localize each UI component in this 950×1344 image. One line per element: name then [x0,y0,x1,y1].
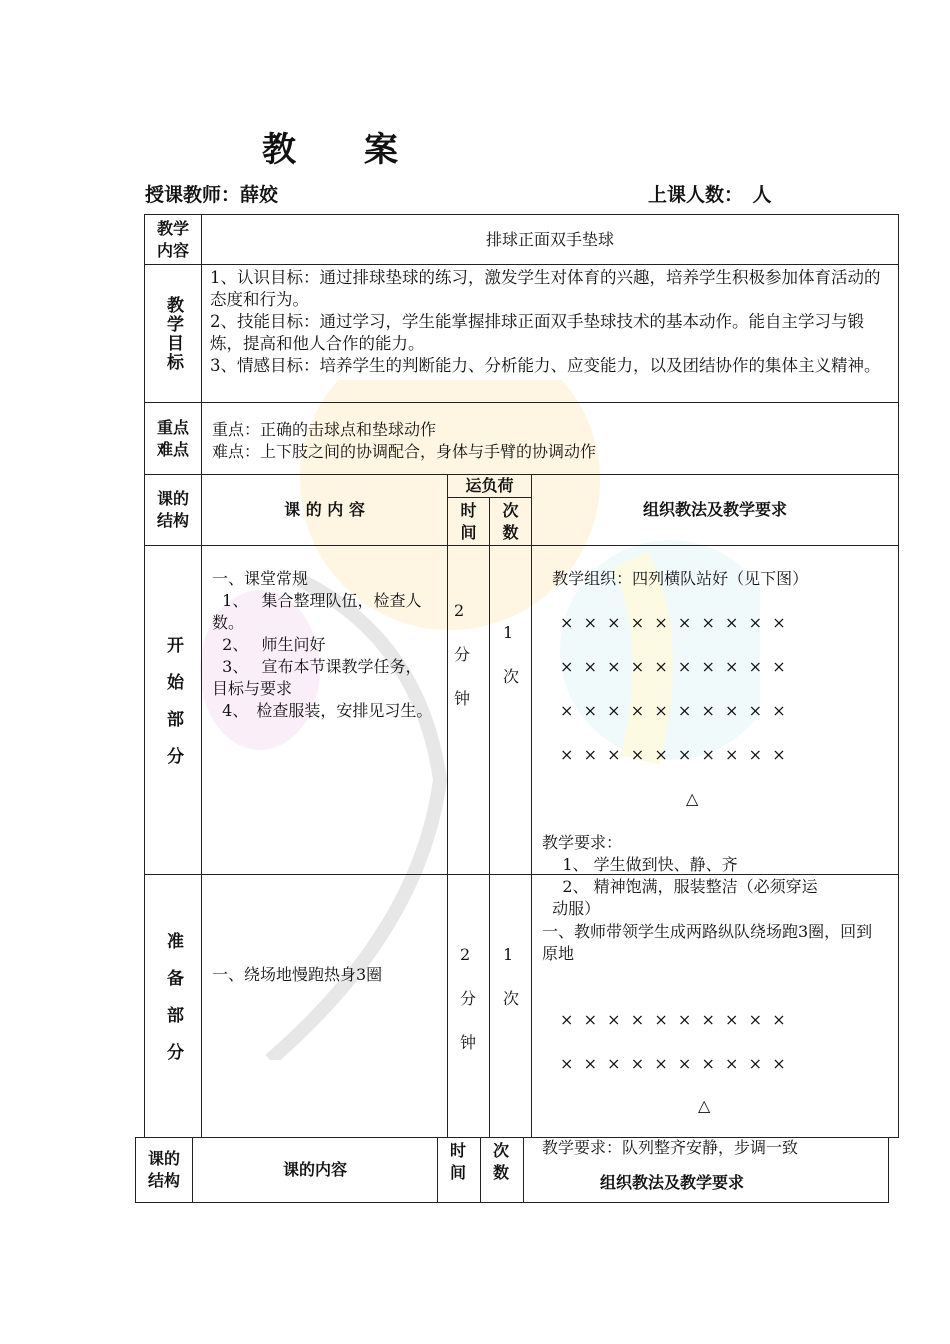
content-header-2: 课的内容 [192,1137,438,1203]
section-name: 准备部分 [163,932,183,1080]
goal-item: 1、认识目标：通过排球垫球的练习，激发学生对体育的兴趣，培养学生积极参加体育活动的态度和行为。 [210,268,881,309]
formation-row: × × × × × × × × × × [560,613,786,632]
organization-text: 一、教师带领学生成两路纵队绕场跑3圈，回到原地 [542,922,873,963]
method-header-2: 组织教法及教学要求 [523,1137,889,1203]
time-header: 时间 [447,497,490,546]
method-header: 组织教法及教学要求 [531,474,899,546]
content-value: 排球正面双手垫球 [201,214,899,265]
student-count-label: 上课人数： 人 [648,184,772,206]
content-header: 课 的 内 容 [201,474,448,546]
structure-header: 课的结构 [144,474,202,546]
time-header-2: 时间 [437,1137,481,1203]
goal-item: 3、情感目标：培养学生的判断能力、分析能力、应变能力，以及团结协作的集体主义精神。 [210,356,881,375]
requirements-text: 教学要求： 1、 学生做到快、静、齐 2、 精神饱满，服装整洁（必须穿运 动服） [542,833,818,918]
keypoints-label: 重点难点 [144,402,202,475]
goal-item: 2、技能目标：通过学习，学生能掌握排球正面双手垫球技术的基本动作。能自主学习与锻炼，提高和他人合作的能力。 [210,312,864,353]
section-time: 2分钟 [454,601,471,708]
count-header: 次数 [489,497,532,546]
formation-row: × × × × × × × × × × [560,1010,786,1029]
section-count: 1次 [503,623,520,686]
count-header-2: 次数 [480,1137,524,1203]
goals-list [201,264,899,403]
section-content: 一、绕场地慢跑热身3圈 [201,874,448,1138]
formation-diagram [542,965,888,1137]
organization-text: 教学组织：四列横队站好（见下图） [542,569,809,588]
load-header: 运负荷 [447,474,532,498]
teacher-label: 授课教师：薛姣 [145,184,279,206]
difficulty-point: 难点：上下肢之间的协调配合，身体与手臂的协调动作 [212,442,597,461]
formation-row: × × × × × × × × × × [560,1054,786,1073]
document-title: 教 案 [262,130,398,170]
structure-header-2: 课的结构 [135,1137,193,1203]
content-label: 教学内容 [144,214,202,265]
goals-label: 教学目标 [163,295,183,372]
section-name: 开始部分 [163,636,183,784]
section-content: 一、课堂常规 1、 集合整理队伍，检查人数。 2、 师生问好 3、 宣布本节课教学任务，目标与要求 4、 检查服装，安排见习生。 [201,545,448,875]
formation-row: × × × × × × × × × × [560,657,786,676]
teacher-mark: △ [698,1096,711,1115]
requirements-text: 教学要求：队列整齐安静，步调一致 [542,1138,799,1157]
section-time: 2分钟 [460,945,477,1052]
formation-row: × × × × × × × × × × [560,701,786,720]
formation-diagram [542,590,888,832]
section-count: 1次 [503,945,520,1008]
formation-row: × × × × × × × × × × [560,745,786,764]
teacher-mark: △ [686,789,699,808]
key-point: 重点：正确的击球点和垫球动作 [212,420,437,439]
